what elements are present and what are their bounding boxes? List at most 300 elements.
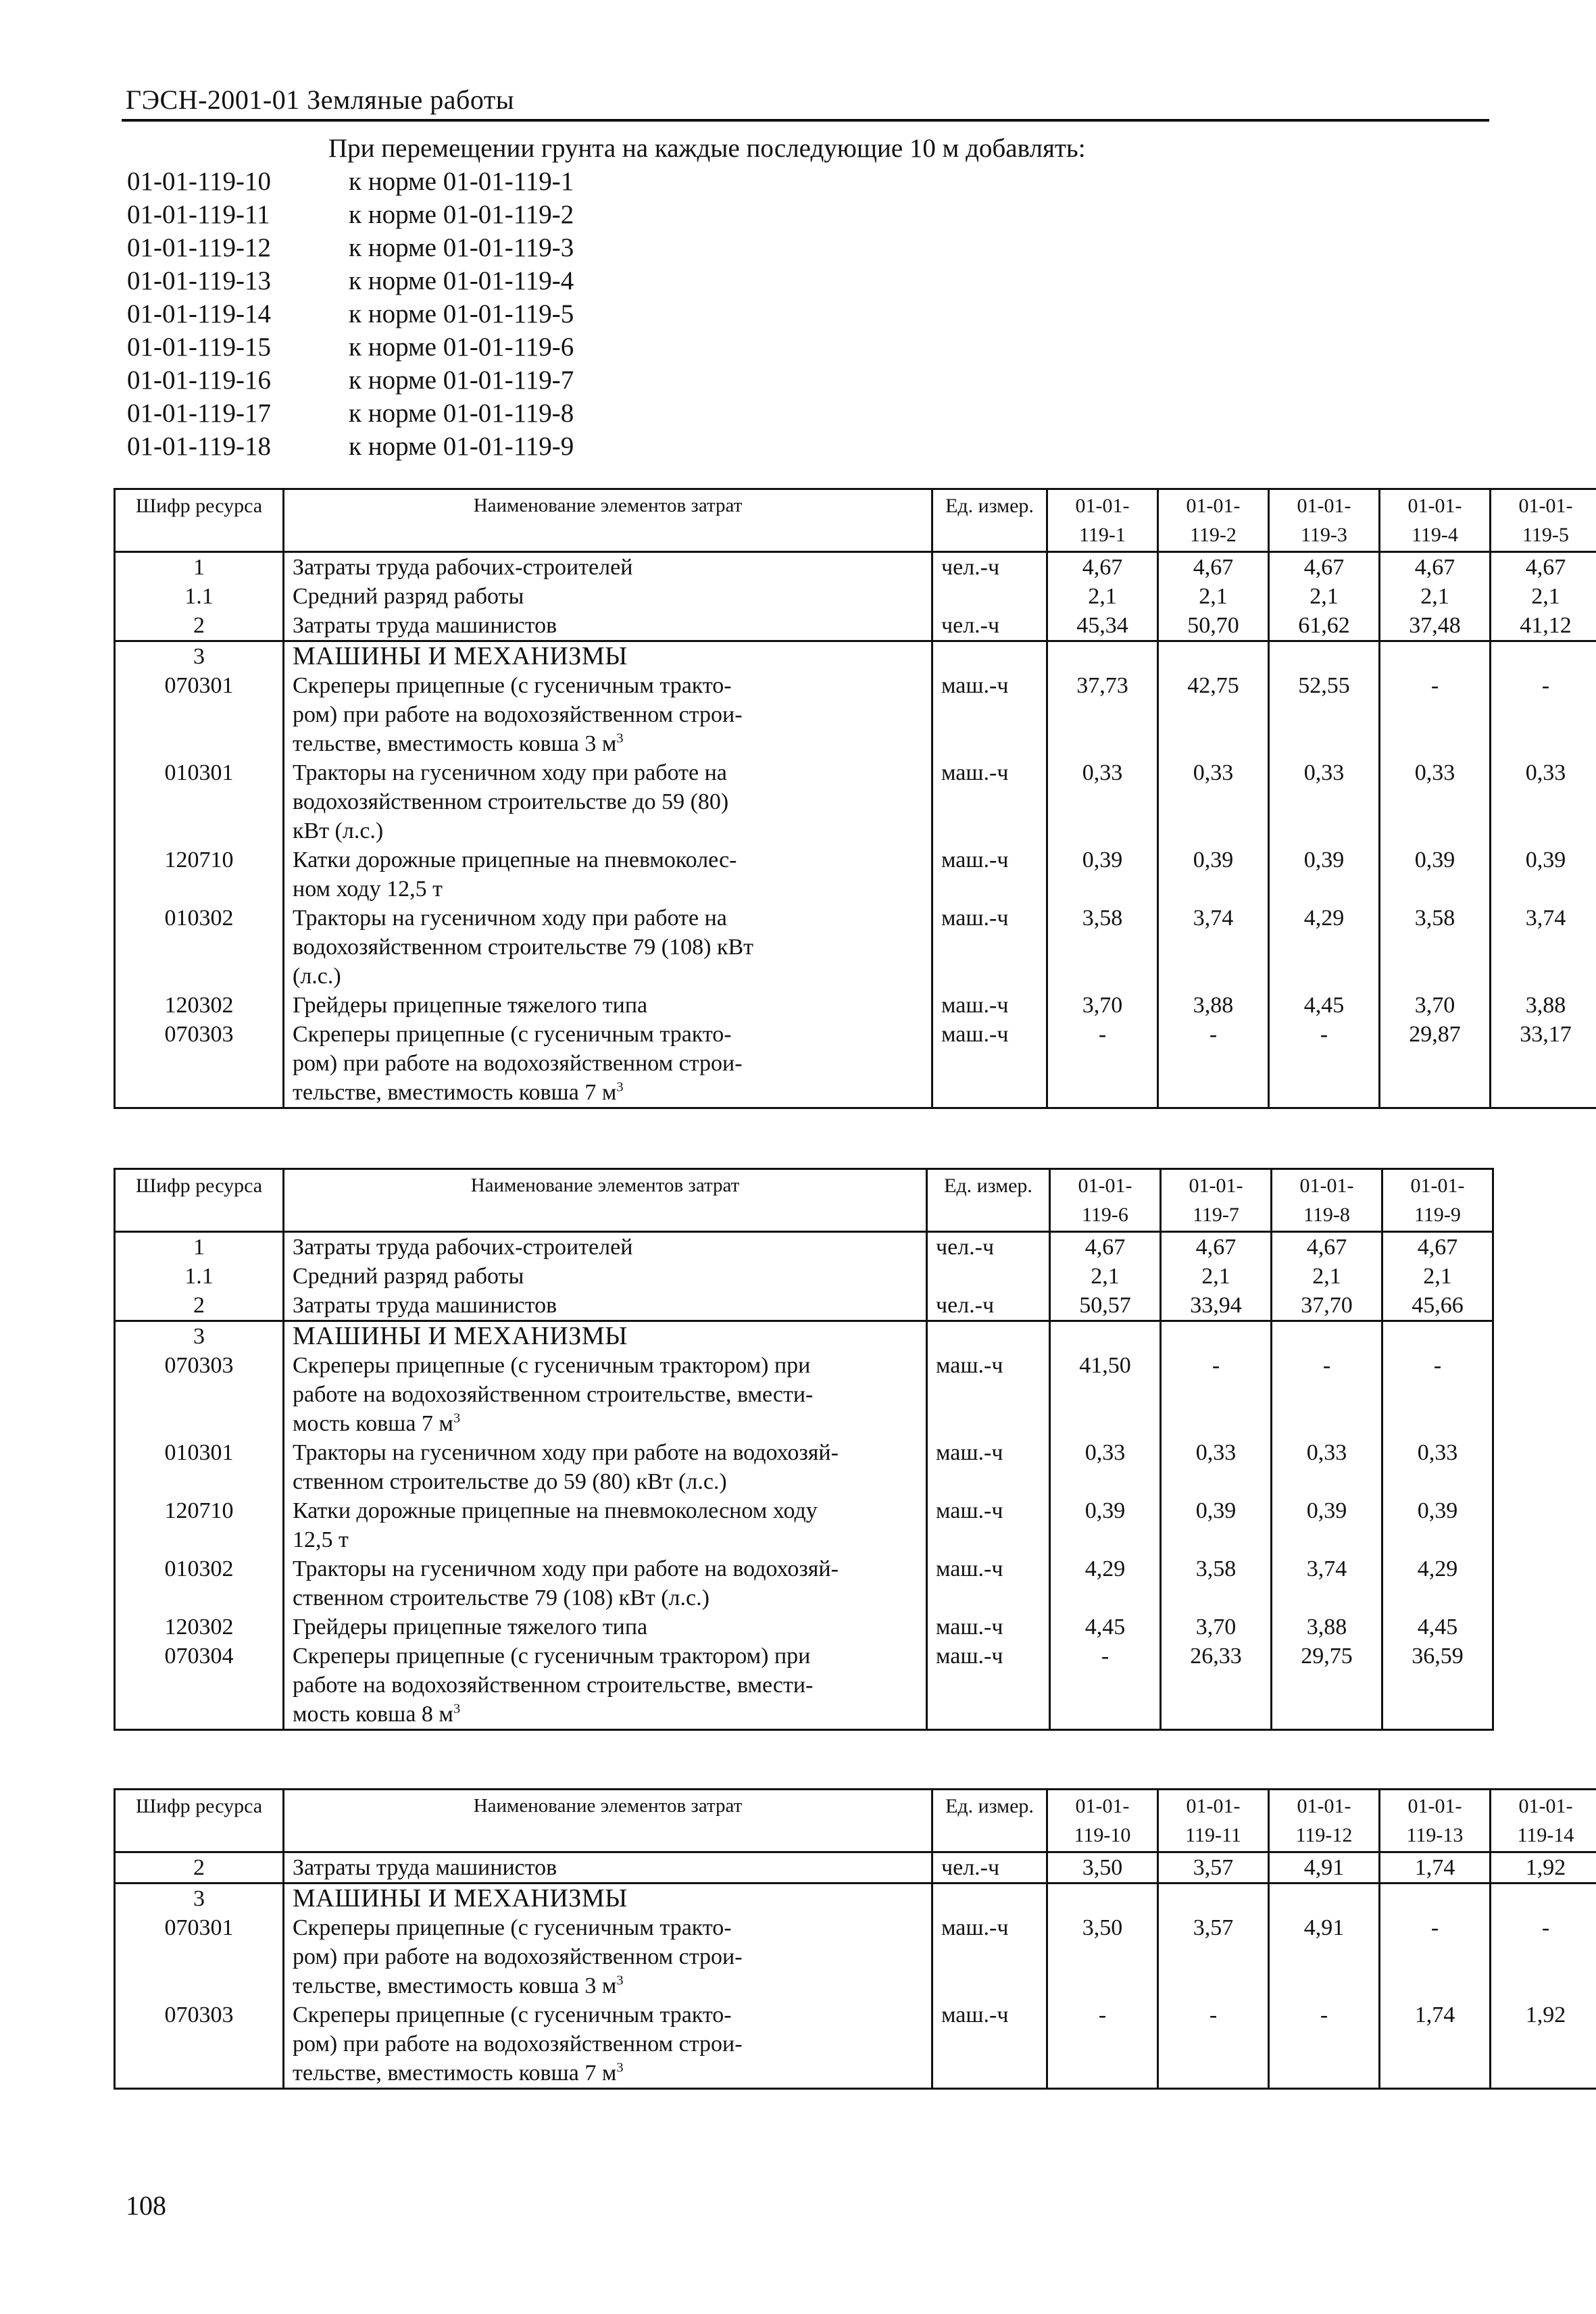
cost-element-name-line — [293, 1438, 918, 1467]
norm-value: 2,1 — [1491, 582, 1596, 611]
norm-row — [127, 297, 574, 330]
header-norm-code-line: 119-5 — [1522, 524, 1569, 546]
unit-of-measure: маш.-ч — [932, 758, 1047, 845]
norm-value: 1,74 — [1380, 2000, 1491, 2089]
cost-element-name-line — [293, 2029, 923, 2059]
cost-element-name-line — [293, 729, 923, 758]
resource-table-1 — [114, 488, 1596, 1109]
cost-element-name-text: ном ходу 12,5 т — [293, 877, 443, 902]
cost-element-name-text: тельстве, вместимость ковша 7 м — [293, 2061, 617, 2086]
cost-element-name-line — [293, 1262, 918, 1291]
norm-value: 3,57 — [1158, 1852, 1269, 1884]
cost-element-name-text: Катки дорожные прицепные на пневмоколес- — [293, 847, 737, 872]
table-row — [115, 641, 1596, 672]
unit-of-measure: маш.-ч — [932, 904, 1047, 991]
table-row — [115, 1020, 1596, 1108]
cost-element-name-line — [293, 2059, 923, 2088]
header-norm-code-line: 119-10 — [1074, 1824, 1131, 1846]
cost-element-name-line — [293, 1020, 923, 1049]
resource-code: 1.1 — [115, 582, 284, 611]
header-norm-code — [1269, 1790, 1380, 1852]
norm-reference: к норме 01-01-119-3 — [349, 233, 574, 262]
cost-element-name-text: работе на водохозяйственном строительстве, вмести- — [293, 1382, 814, 1407]
cost-element-name-line — [293, 1913, 923, 1942]
norm-value: 3,70 — [1047, 991, 1158, 1020]
norm-value — [1380, 1884, 1491, 1914]
resource-code: 070303 — [115, 1351, 284, 1438]
cost-element-name-text: Тракторы на гусеничном ходу при работе на — [293, 906, 727, 931]
norm-value: 2,1 — [1269, 582, 1380, 611]
cost-element-name-line — [293, 1078, 923, 1107]
norm-value: 3,50 — [1047, 1913, 1158, 2000]
cost-element-name — [284, 1554, 927, 1613]
cost-element-name — [284, 1232, 927, 1262]
unit-of-measure: чел.-ч — [932, 1852, 1047, 1884]
cost-element-name-text: Средний разряд работы — [293, 584, 524, 609]
unit-of-measure: маш.-ч — [927, 1351, 1050, 1438]
cost-element-name-line — [293, 1409, 918, 1438]
cost-element-name-line — [293, 1884, 923, 1913]
header-norm-code-line: 01-01- — [1189, 1175, 1243, 1197]
norm-code: 01-01-119-17 — [127, 399, 272, 428]
cost-element-name — [284, 552, 932, 583]
table-row — [115, 582, 1596, 611]
norm-value — [1050, 1321, 1161, 1352]
norm-value: 3,58 — [1380, 904, 1491, 991]
norm-value: 2,1 — [1382, 1262, 1493, 1291]
norm-value: 4,45 — [1382, 1613, 1493, 1642]
resource-code: 010301 — [115, 758, 284, 845]
cost-element-name-line — [293, 1291, 918, 1320]
header-unit: Ед. измер. — [932, 489, 1047, 552]
norm-value: 4,91 — [1269, 1913, 1380, 2000]
header-norm-code-line: 01-01- — [1078, 1175, 1132, 1197]
norm-value: 0,33 — [1491, 758, 1596, 845]
unit-of-measure: чел.-ч — [932, 552, 1047, 583]
table-row — [115, 1613, 1493, 1642]
header-norm-code-line: 119-13 — [1406, 1824, 1464, 1846]
resource-code: 120710 — [115, 845, 284, 904]
cost-element-name-line — [293, 1671, 918, 1700]
header-resource-code: Шифр ресурса — [115, 489, 284, 552]
unit-of-measure: маш.-ч — [932, 1913, 1047, 2000]
unit-of-measure: чел.-ч — [927, 1232, 1050, 1262]
cost-element-name-line — [293, 1233, 918, 1262]
norm-value: 0,39 — [1382, 1496, 1493, 1554]
cost-element-name-line — [293, 1380, 918, 1409]
resource-table-2 — [114, 1168, 1494, 1731]
superscript-exponent: 3 — [616, 2060, 624, 2075]
norm-value: 4,67 — [1382, 1232, 1493, 1262]
cost-element-name-text: кВт (л.с.) — [293, 818, 384, 843]
table-row — [115, 1232, 1493, 1262]
cost-element-name-line — [293, 2000, 923, 2029]
norm-value: - — [1380, 671, 1491, 758]
header-norm-code-line: 119-8 — [1303, 1204, 1350, 1226]
norm-value: 0,39 — [1380, 845, 1491, 904]
norm-code: 01-01-119-15 — [127, 333, 272, 362]
cost-element-name-line — [293, 1700, 918, 1729]
norm-value: 29,87 — [1380, 1020, 1491, 1108]
norm-value — [1269, 1884, 1380, 1914]
table-row — [115, 2000, 1596, 2089]
header-norm-code-line: 01-01- — [1186, 495, 1241, 517]
cost-element-name-line — [293, 816, 923, 845]
cost-element-name-line — [293, 1525, 918, 1554]
header-unit: Ед. измер. — [927, 1169, 1050, 1232]
header-norm-code-line: 01-01- — [1407, 1795, 1462, 1817]
table-row — [115, 1351, 1493, 1438]
table-header-row — [115, 489, 1596, 552]
unit-of-measure: маш.-ч — [927, 1554, 1050, 1613]
header-cost-element-name: Наименование элементов затрат — [284, 1790, 932, 1852]
norm-value: 33,17 — [1491, 1020, 1596, 1108]
header-norm-code-line: 119-6 — [1082, 1204, 1128, 1226]
unit-of-measure — [932, 582, 1047, 611]
norm-value: 4,45 — [1050, 1613, 1161, 1642]
norm-value: 2,1 — [1158, 582, 1269, 611]
norm-value — [1158, 1884, 1269, 1914]
table-row — [115, 1554, 1493, 1613]
cost-element-name-line — [293, 787, 923, 816]
cost-element-name-line — [293, 1554, 918, 1583]
table-row — [115, 1291, 1493, 1321]
norm-value: 4,45 — [1269, 991, 1380, 1020]
cost-element-name-text: тельстве, вместимость ковша 3 м — [293, 731, 617, 756]
header-norm-code — [1491, 1790, 1596, 1852]
norm-reference: к норме 01-01-119-5 — [349, 299, 574, 328]
unit-of-measure: маш.-ч — [932, 845, 1047, 904]
cost-element-name-line — [293, 933, 923, 962]
norm-value — [1382, 1321, 1493, 1352]
norm-value: 2,1 — [1161, 1262, 1272, 1291]
table-header-row — [115, 1169, 1493, 1232]
norm-reference: к норме 01-01-119-6 — [349, 333, 574, 362]
cost-element-name-line — [293, 700, 923, 729]
header-norm-code-line: 01-01- — [1407, 495, 1462, 517]
header-norm-code-line: 01-01- — [1297, 495, 1351, 517]
superscript-exponent: 3 — [616, 1973, 624, 1988]
cost-element-name — [284, 611, 932, 641]
cost-element-name-line — [293, 1942, 923, 1971]
cost-element-name-line — [293, 904, 923, 933]
table-row — [115, 991, 1596, 1020]
table-row — [115, 1438, 1493, 1496]
norm-value: 41,12 — [1491, 611, 1596, 641]
superscript-exponent: 3 — [616, 731, 624, 746]
resource-code: 3 — [115, 641, 284, 672]
header-norm-code — [1272, 1169, 1382, 1232]
header-norm-code — [1380, 1790, 1491, 1852]
cost-element-name-line — [293, 671, 923, 700]
unit-of-measure: маш.-ч — [932, 1020, 1047, 1108]
resource-code: 2 — [115, 1291, 284, 1321]
norm-value: 0,33 — [1047, 758, 1158, 845]
norm-reference: к норме 01-01-119-7 — [349, 366, 574, 395]
norm-value: - — [1050, 1642, 1161, 1730]
header-norm-code-line: 01-01- — [1410, 1175, 1465, 1197]
norm-value: 0,33 — [1269, 758, 1380, 845]
cost-element-name-text: Средний разряд работы — [293, 1264, 524, 1289]
norm-value: 0,39 — [1272, 1496, 1382, 1554]
norm-value — [1272, 1321, 1382, 1352]
cost-element-name-text: Затраты труда машинистов — [293, 1293, 557, 1318]
cost-element-name-text: Скреперы прицепные (с гусеничным трактором) при — [293, 1644, 811, 1669]
norm-reference: к норме 01-01-119-8 — [349, 399, 574, 428]
cost-element-name-text: 12,5 т — [293, 1527, 349, 1552]
cost-element-name-text: Катки дорожные прицепные на пневмоколесном ходу — [293, 1498, 818, 1523]
norm-value: 0,39 — [1050, 1496, 1161, 1554]
norm-value: 0,39 — [1047, 845, 1158, 904]
resource-code: 1.1 — [115, 1262, 284, 1291]
resource-code: 010301 — [115, 1438, 284, 1496]
resource-table-3 — [114, 1788, 1596, 2090]
norm-value: 1,92 — [1491, 1852, 1596, 1884]
norm-value — [1047, 641, 1158, 672]
cost-element-name-text: МАШИНЫ И МЕХАНИЗМЫ — [293, 1322, 628, 1350]
norm-row — [127, 397, 574, 430]
resource-code: 2 — [115, 1852, 284, 1884]
cost-element-name — [284, 1642, 927, 1730]
norm-value: - — [1158, 2000, 1269, 2089]
norm-value: 4,67 — [1050, 1232, 1161, 1262]
unit-of-measure — [932, 641, 1047, 672]
cost-element-name — [284, 1496, 927, 1554]
cost-element-name — [284, 1291, 927, 1321]
cost-element-name-text: ственном строительстве до 59 (80) кВт (л.с.) — [293, 1469, 727, 1494]
cost-element-name-text: тельстве, вместимость ковша 3 м — [293, 1973, 617, 1998]
norm-reference: к норме 01-01-119-4 — [349, 266, 574, 295]
cost-element-name — [284, 1884, 932, 1914]
norm-value: 4,67 — [1272, 1232, 1382, 1262]
norm-list — [127, 165, 574, 463]
cost-element-name-text: ром) при работе на водохозяйственном строи- — [293, 702, 743, 727]
norm-value — [1269, 641, 1380, 672]
cost-element-name — [284, 991, 932, 1020]
cost-element-name-line — [293, 1583, 918, 1613]
header-norm-code-line: 119-3 — [1301, 524, 1347, 546]
norm-value: - — [1047, 2000, 1158, 2089]
cost-element-name-line — [293, 642, 923, 671]
norm-value: 3,74 — [1158, 904, 1269, 991]
norm-row — [127, 165, 574, 198]
cost-element-name-text: Тракторы на гусеничном ходу при работе на водохозяй- — [293, 1440, 839, 1465]
norm-value: 4,29 — [1269, 904, 1380, 991]
cost-element-name-text: работе на водохозяйственном строительстве, вмести- — [293, 1673, 814, 1698]
norm-value: 41,50 — [1050, 1351, 1161, 1438]
norm-value: - — [1272, 1351, 1382, 1438]
header-norm-code-line: 119-2 — [1190, 524, 1237, 546]
norm-code: 01-01-119-12 — [127, 233, 272, 262]
unit-of-measure — [927, 1321, 1050, 1352]
norm-value: 4,67 — [1491, 552, 1596, 583]
cost-element-name — [284, 1321, 927, 1352]
table-row — [115, 552, 1596, 583]
header-norm-code-line: 01-01- — [1518, 495, 1573, 517]
header-norm-code — [1382, 1169, 1493, 1232]
norm-value: 3,74 — [1491, 904, 1596, 991]
norm-value: 0,39 — [1158, 845, 1269, 904]
norm-reference: к норме 01-01-119-1 — [349, 167, 574, 196]
norm-value: 0,33 — [1050, 1438, 1161, 1496]
page-header-title: ГЭСН-2001-01 Земляные работы — [126, 84, 515, 115]
cost-element-name-line — [293, 1049, 923, 1078]
table-row — [115, 1852, 1596, 1884]
cost-element-name-text: Скреперы прицепные (с гусеничным тракто- — [293, 673, 732, 698]
norm-value: 2,1 — [1050, 1262, 1161, 1291]
header-norm-code-line: 119-11 — [1185, 1824, 1241, 1846]
cost-element-name-line — [293, 1467, 918, 1496]
cost-element-name — [284, 904, 932, 991]
cost-element-name — [284, 1913, 932, 2000]
norm-value: 36,59 — [1382, 1642, 1493, 1730]
norm-value — [1158, 641, 1269, 672]
header-norm-code-line: 01-01- — [1299, 1175, 1354, 1197]
norm-row — [127, 364, 574, 397]
norm-value: 3,88 — [1491, 991, 1596, 1020]
resource-code: 120710 — [115, 1496, 284, 1554]
norm-value: 3,74 — [1272, 1554, 1382, 1613]
unit-of-measure: маш.-ч — [932, 671, 1047, 758]
norm-value: - — [1491, 671, 1596, 758]
norm-code: 01-01-119-13 — [127, 266, 272, 295]
norm-row — [127, 231, 574, 264]
cost-element-name-line — [293, 611, 923, 640]
norm-value: 0,33 — [1382, 1438, 1493, 1496]
resource-code: 070301 — [115, 671, 284, 758]
header-norm-code — [1158, 1790, 1269, 1852]
norm-value: 4,29 — [1050, 1554, 1161, 1613]
header-norm-code-line: 01-01- — [1075, 1795, 1130, 1817]
table-row — [115, 1913, 1596, 2000]
norm-value: 26,33 — [1161, 1642, 1272, 1730]
norm-value: 4,67 — [1161, 1232, 1272, 1262]
norm-value: 1,92 — [1491, 2000, 1596, 2089]
norm-value: 61,62 — [1269, 611, 1380, 641]
norm-value: 37,73 — [1047, 671, 1158, 758]
norm-value — [1047, 1884, 1158, 1914]
norm-reference: к норме 01-01-119-2 — [349, 200, 574, 229]
superscript-exponent: 3 — [453, 1701, 461, 1717]
cost-element-name — [284, 2000, 932, 2089]
norm-value: - — [1380, 1913, 1491, 2000]
cost-element-name-text: ром) при работе на водохозяйственном строи- — [293, 1944, 743, 1969]
cost-element-name-text: водохозяйственном строительстве 79 (108) кВт — [293, 935, 753, 960]
unit-of-measure: чел.-ч — [927, 1291, 1050, 1321]
cost-element-name-line — [293, 553, 923, 582]
norm-value: 52,55 — [1269, 671, 1380, 758]
superscript-exponent: 3 — [453, 1410, 461, 1426]
cost-element-name — [284, 1262, 927, 1291]
norm-value: 3,70 — [1161, 1613, 1272, 1642]
resource-code: 010302 — [115, 1554, 284, 1613]
cost-element-name — [284, 1020, 932, 1108]
cost-element-name — [284, 582, 932, 611]
header-norm-code-line: 119-14 — [1517, 1824, 1574, 1846]
norm-code: 01-01-119-10 — [127, 167, 272, 196]
cost-element-name-line — [293, 1853, 923, 1882]
norm-value: 0,33 — [1380, 758, 1491, 845]
resource-code: 120302 — [115, 1613, 284, 1642]
norm-value: 4,67 — [1158, 552, 1269, 583]
table-row — [115, 671, 1596, 758]
table-row — [115, 845, 1596, 904]
cost-element-name-line — [293, 1496, 918, 1525]
cost-element-name-text: Затраты труда машинистов — [293, 1855, 557, 1880]
resource-code: 070303 — [115, 2000, 284, 2089]
cost-element-name-text: Грейдеры прицепные тяжелого типа — [293, 993, 648, 1018]
unit-of-measure — [932, 1884, 1047, 1914]
header-norm-code — [1050, 1169, 1161, 1232]
header-norm-code-line: 01-01- — [1075, 495, 1130, 517]
resource-code: 3 — [115, 1884, 284, 1914]
unit-of-measure: маш.-ч — [932, 991, 1047, 1020]
header-norm-code-line: 01-01- — [1297, 1795, 1351, 1817]
header-norm-code — [1158, 489, 1269, 552]
header-rule — [122, 119, 1489, 122]
cost-element-name-line — [293, 582, 923, 611]
resource-code: 010302 — [115, 904, 284, 991]
norm-value: 50,57 — [1050, 1291, 1161, 1321]
norm-value: 0,33 — [1272, 1438, 1382, 1496]
cost-element-name-text: Затраты труда рабочих-строителей — [293, 1235, 633, 1260]
table-header-row — [115, 1790, 1596, 1852]
cost-element-name-text: мость ковша 7 м — [293, 1411, 453, 1436]
norm-value: - — [1269, 1020, 1380, 1108]
cost-element-name-text: Затраты труда машинистов — [293, 613, 557, 638]
resource-code: 1 — [115, 552, 284, 583]
cost-element-name — [284, 641, 932, 672]
norm-value: 4,67 — [1380, 552, 1491, 583]
norm-value: 45,66 — [1382, 1291, 1493, 1321]
superscript-exponent: 3 — [616, 1079, 624, 1095]
unit-of-measure: маш.-ч — [927, 1613, 1050, 1642]
cost-element-name-line — [293, 1642, 918, 1671]
cost-element-name-line — [293, 1322, 918, 1351]
cost-element-name-text: Грейдеры прицепные тяжелого типа — [293, 1615, 648, 1640]
header-norm-code — [1047, 1790, 1158, 1852]
header-norm-code-line: 119-9 — [1414, 1204, 1461, 1226]
norm-value: 3,58 — [1047, 904, 1158, 991]
norm-value: 3,70 — [1380, 991, 1491, 1020]
norm-value: 0,39 — [1491, 845, 1596, 904]
norm-value: 4,67 — [1047, 552, 1158, 583]
table-row — [115, 1262, 1493, 1291]
cost-element-name-text: Скреперы прицепные (с гусеничным тракто- — [293, 1915, 732, 1940]
norm-value: 50,70 — [1158, 611, 1269, 641]
norm-row — [127, 198, 574, 231]
cost-element-name-text: ром) при работе на водохозяйственном строи- — [293, 2032, 743, 2057]
resource-code: 070301 — [115, 1913, 284, 2000]
header-norm-code — [1047, 489, 1158, 552]
cost-element-name-line — [293, 991, 923, 1020]
unit-of-measure: маш.-ч — [932, 2000, 1047, 2089]
table-row — [115, 1642, 1493, 1730]
cost-element-name-text: ром) при работе на водохозяйственном строи- — [293, 1051, 743, 1076]
cost-element-name — [284, 671, 932, 758]
norm-value: 42,75 — [1158, 671, 1269, 758]
header-norm-code-line: 119-1 — [1079, 524, 1126, 546]
cost-element-name-text: Тракторы на гусеничном ходу при работе на — [293, 760, 727, 785]
norm-value: 4,91 — [1269, 1852, 1380, 1884]
header-norm-code-line: 119-12 — [1295, 1824, 1353, 1846]
cost-element-name-text: МАШИНЫ И МЕХАНИЗМЫ — [293, 1884, 628, 1913]
cost-element-name — [284, 1852, 932, 1884]
cost-element-name-text: Скреперы прицепные (с гусеничным тракто- — [293, 1022, 732, 1047]
table-row — [115, 1884, 1596, 1914]
resource-code: 3 — [115, 1321, 284, 1352]
norm-value: 29,75 — [1272, 1642, 1382, 1730]
